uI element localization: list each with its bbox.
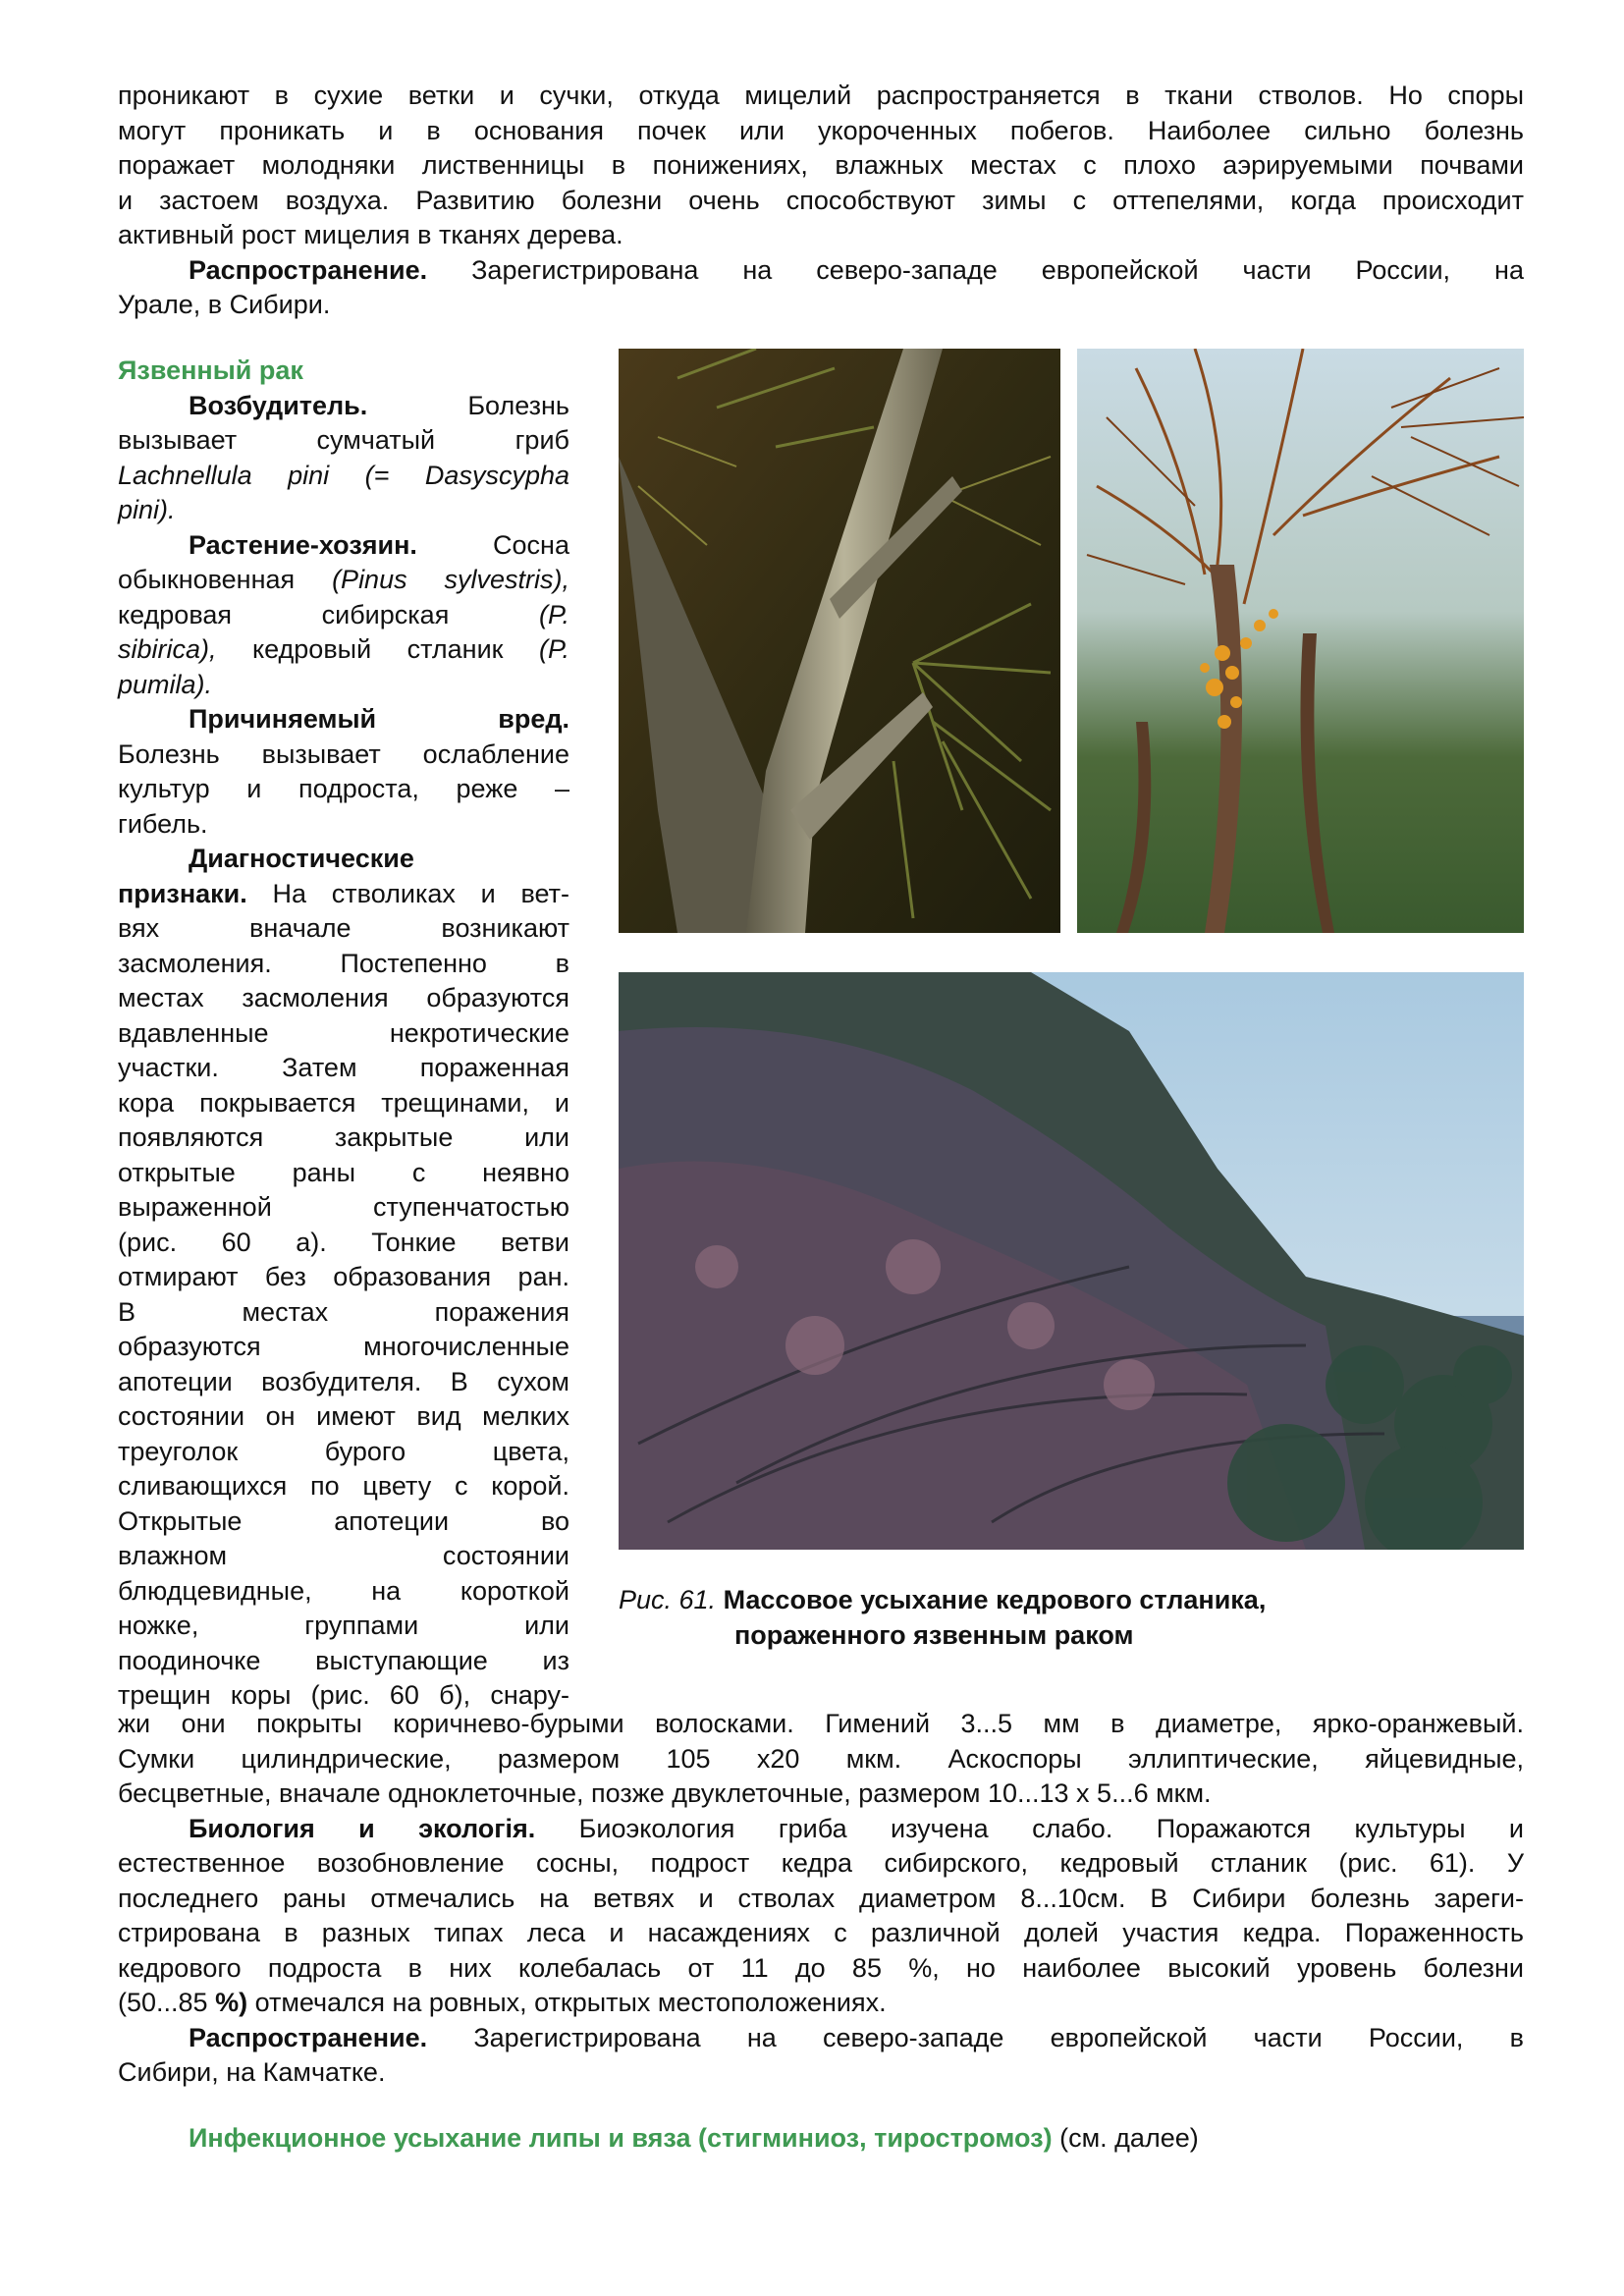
text-line: кора покрывается трещинами, и bbox=[118, 1087, 569, 1118]
text-line: Открытые апотеции во bbox=[118, 1505, 569, 1536]
text-line: вях вначале возникают bbox=[118, 913, 569, 943]
bio-label: Биология и экологія. bbox=[189, 1813, 536, 1843]
text-line: кедрового подроста в них колебалась от 11 до 85 %, но наиболее высокий уровень болезни bbox=[118, 1952, 1524, 1983]
caption-prefix: Рис. 61. bbox=[619, 1585, 717, 1614]
text-line bbox=[118, 598, 569, 633]
latin-name: pini). bbox=[118, 495, 176, 524]
text-line: выраженной ступенчатостью bbox=[118, 1192, 569, 1222]
latin-name: (P. bbox=[538, 634, 569, 664]
photo-pine-trunk bbox=[619, 349, 1060, 933]
text-line: Сибири, на Камчатке. bbox=[118, 2057, 386, 2087]
latin-name: pumila). bbox=[118, 669, 213, 699]
text-span: кедровая сибирская bbox=[118, 599, 539, 629]
text-line: апотеции возбудителя. В сухом bbox=[118, 1366, 569, 1396]
next-section-note: (см. далее) bbox=[1052, 2123, 1199, 2153]
bottom-text-block bbox=[118, 1707, 1524, 2091]
dwarf-pine-image bbox=[619, 972, 1524, 1550]
next-section-reference bbox=[189, 2121, 1199, 2157]
text-line: сливающихся по цвету с корой. bbox=[118, 1471, 569, 1501]
latin-name: Lachnellula pini (= Dasyscypha bbox=[118, 460, 569, 490]
text-line: поражает молодняки лиственницы в понижениях, влажных местах с плохо аэрируемыми почвами bbox=[118, 150, 1524, 180]
text-span: кедровый стланик bbox=[216, 634, 539, 664]
text-line: вдавленные некротические bbox=[118, 1017, 569, 1048]
apothecia-image bbox=[1077, 349, 1524, 933]
text-span: отмечался на ровных, открытых местоположениях. bbox=[247, 1988, 887, 2017]
text-line: состоянии он имеют вид мелких bbox=[118, 1401, 569, 1431]
text-span: Болезнь bbox=[467, 390, 569, 420]
text-line: стрирована в разных типах леса и насаждениях с различной долей участия кедра. Пораженность bbox=[118, 1918, 1524, 1947]
spread-text: Зарегистрирована на северо-западе европейской части России, в bbox=[473, 2022, 1524, 2052]
pine-trunk-image bbox=[619, 349, 1060, 933]
caption-line bbox=[619, 1618, 1502, 1654]
caption-title: Массовое усыхание кедрового стланика, bbox=[723, 1585, 1267, 1614]
harm-label: Причиняемый bbox=[189, 704, 377, 734]
text-line bbox=[118, 842, 569, 877]
harm-label: вред. bbox=[498, 704, 569, 734]
spread-text: Зарегистрирована на северо-западе европейской части России, на bbox=[471, 254, 1524, 285]
text-line: поодиночке выступающие из bbox=[118, 1645, 569, 1675]
text-line bbox=[118, 389, 569, 424]
text-span: Биоэкология гриба изучена слабо. Поражаются культуры и bbox=[578, 1813, 1524, 1843]
photo-dwarf-pine bbox=[619, 972, 1524, 1550]
text-span: %) bbox=[215, 1988, 248, 2017]
latin-name: (P. bbox=[538, 599, 569, 629]
text-line: треуголок бурого цвета, bbox=[118, 1436, 569, 1466]
text-line bbox=[118, 1812, 1524, 1847]
text-line: и застоем воздуха. Развитию болезни очень способствуют зимы с оттепелями, когда происходит bbox=[118, 185, 1524, 215]
text-line: активный рост мицелия в тканях дерева. bbox=[118, 220, 623, 249]
text-span: Сосна bbox=[493, 529, 569, 560]
text-line: проникают в сухие ветки и сучки, откуда мицелий распространяется в ткани стволов. Но споры bbox=[118, 81, 1524, 110]
left-column bbox=[118, 354, 569, 1714]
text-line bbox=[118, 702, 569, 738]
text-line bbox=[118, 528, 569, 564]
caption-line bbox=[619, 1583, 1502, 1618]
latin-name: sibirica), bbox=[118, 634, 217, 664]
spread-label: Распространение. bbox=[189, 254, 428, 285]
intro-text-block bbox=[118, 79, 1524, 323]
section-heading: Язвенный рак bbox=[118, 355, 303, 385]
text-line: жи они покрыты коричнево-бурыми волосками. Гимений 3...5 мм в диаметре, ярко-оранжевый. bbox=[118, 1709, 1524, 1738]
text-line: Болезнь вызывает ослабление bbox=[118, 738, 569, 769]
text-line bbox=[118, 563, 569, 598]
text-line: ножке, группами или bbox=[118, 1611, 569, 1640]
text-line bbox=[118, 668, 569, 703]
text-line: появляются закрытые или bbox=[118, 1122, 569, 1152]
text-line: вызывает сумчатый гриб bbox=[118, 425, 569, 455]
text-line: трещин коры (рис. 60 б), снару- bbox=[118, 1680, 569, 1710]
figure-caption bbox=[619, 1583, 1502, 1653]
text-line: могут проникать и в основания почек или укороченных побегов. Наиболее сильно болезнь bbox=[118, 115, 1524, 145]
text-line: Урале, в Сибири. bbox=[118, 290, 331, 319]
text-line: В местах поражения bbox=[118, 1296, 569, 1327]
text-span: обыкновенная bbox=[118, 565, 333, 594]
text-line bbox=[118, 459, 569, 494]
host-label: Растение-хозяин. bbox=[189, 529, 417, 560]
text-line bbox=[118, 632, 569, 668]
text-line: последнего раны отмечались на ветвях и стволах диаметром 8...10см. В Сибири болезнь зареги- bbox=[118, 1883, 1524, 1913]
text-line: местах засмоления образуются bbox=[118, 983, 569, 1012]
text-span: (50...85 bbox=[118, 1988, 216, 2017]
text-line: участки. Затем пораженная bbox=[118, 1053, 569, 1082]
text-line: культур и подроста, реже – bbox=[118, 774, 569, 803]
text-line: влажном состоянии bbox=[118, 1541, 569, 1570]
diag-label: Диагностические bbox=[189, 844, 414, 873]
text-line: бесцветные, вначале одноклеточные, позже двуклеточные, размером 10...13 x 5...6 мкм. bbox=[118, 1778, 1212, 1808]
pathogen-label: Возбудитель. bbox=[189, 390, 368, 420]
text-line: блюдцевидные, на короткой bbox=[118, 1575, 569, 1606]
text-line: Сумки цилиндрические, размером 105 x20 мкм. Аскоспоры эллиптические, яйцевидные, bbox=[118, 1743, 1524, 1774]
spread-line bbox=[118, 2021, 1524, 2056]
text-line: образуются многочисленные bbox=[118, 1332, 569, 1361]
text-line: открытые раны с неявно bbox=[118, 1157, 569, 1187]
text-line: (рис. 60 а). Тонкие ветви bbox=[118, 1227, 569, 1257]
spread-line bbox=[118, 253, 1524, 289]
next-section-title: Инфекционное усыхание липы и вяза (стигминиоз, тиростромоз) bbox=[189, 2123, 1053, 2153]
caption-title: пораженного язвенным раком bbox=[734, 1619, 1134, 1650]
text-line: естественное возобновление сосны, подрост кедра сибирского, кедровый стланик (рис. 61). У bbox=[118, 1848, 1524, 1878]
spread-label: Распространение. bbox=[189, 2022, 428, 2052]
text-span: На стволиках и вет- bbox=[272, 878, 569, 908]
text-line bbox=[118, 493, 569, 528]
diag-label: признаки. bbox=[118, 878, 247, 908]
text-line bbox=[118, 1986, 1524, 2021]
text-line: засмоления. Постепенно в bbox=[118, 948, 569, 978]
text-line: отмирают без образования ран. bbox=[118, 1262, 569, 1291]
latin-name: (Pinus sylvestris), bbox=[332, 565, 569, 594]
text-line: гибель. bbox=[118, 808, 208, 839]
text-line bbox=[118, 877, 569, 912]
photo-apothecia bbox=[1077, 349, 1524, 933]
diag-lines bbox=[118, 911, 569, 1714]
